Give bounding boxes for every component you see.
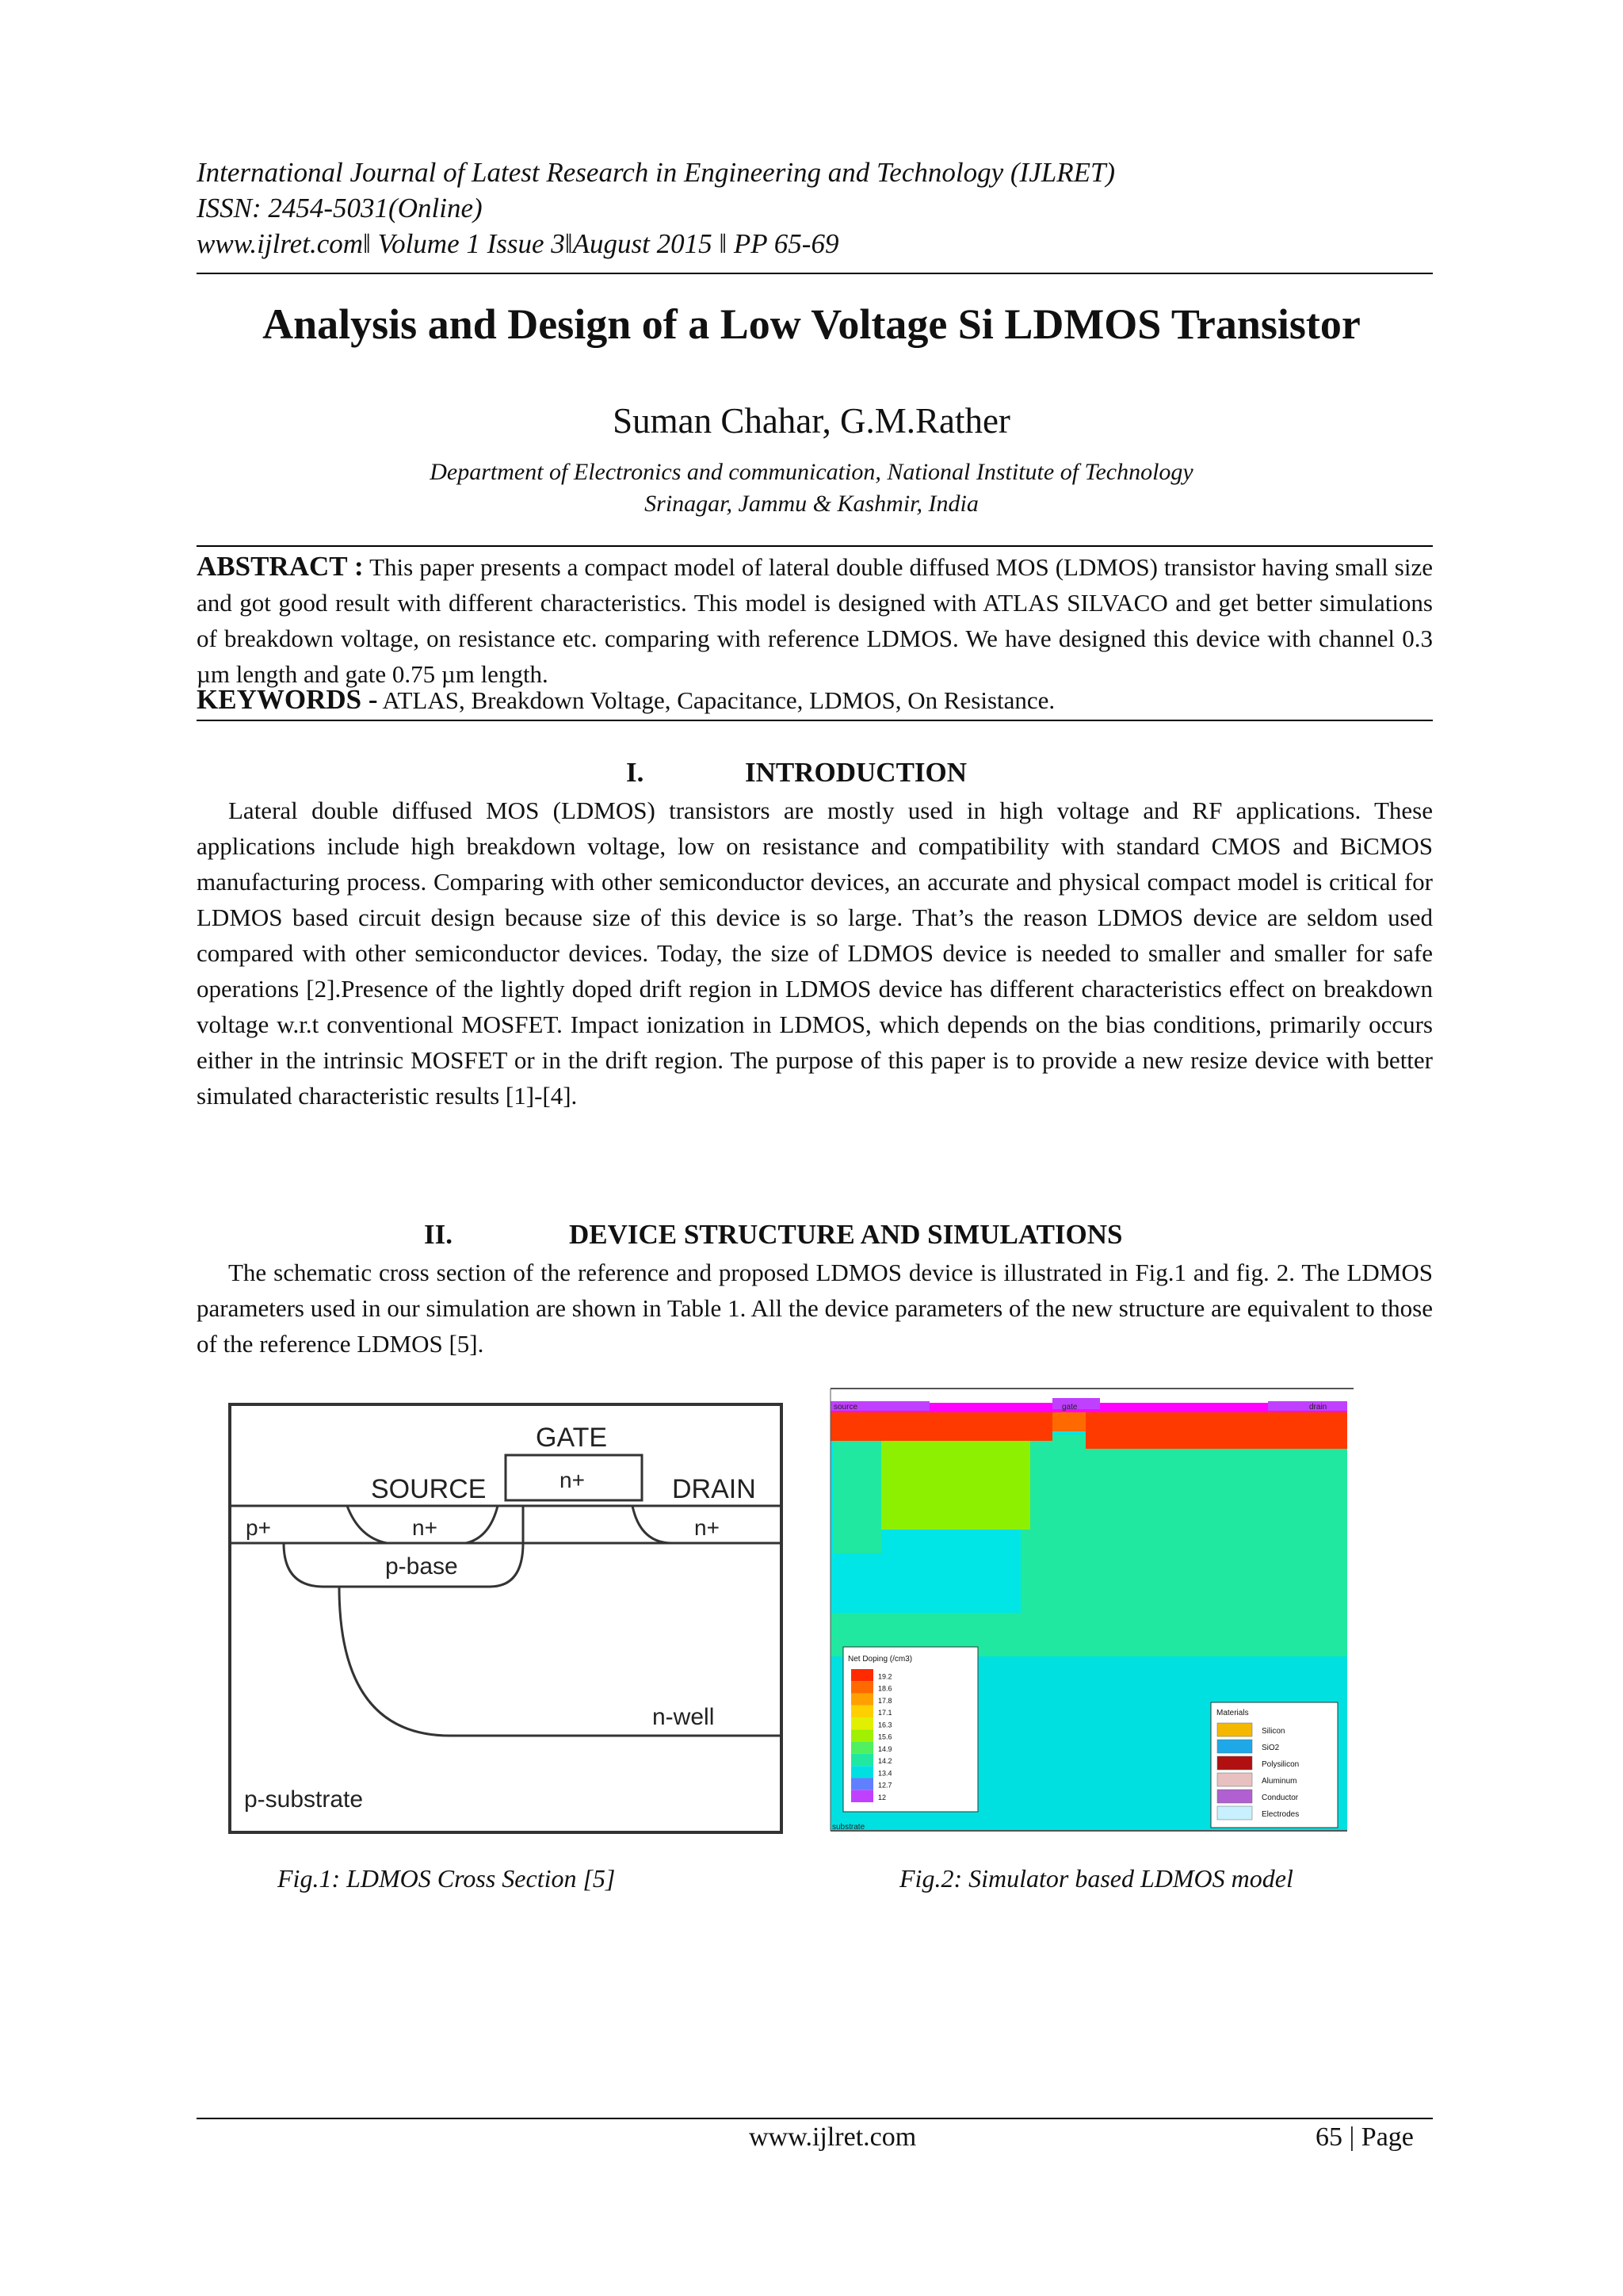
fig2-materials-legend	[1211, 1702, 1338, 1828]
doping-value: 16.3	[878, 1721, 892, 1729]
doping-value: 17.8	[878, 1696, 892, 1705]
doping-value: 18.6	[878, 1684, 892, 1693]
fig1-p-substrate: p-substrate	[244, 1786, 364, 1813]
fig1-n-well: n-well	[652, 1704, 715, 1730]
material-name: SiO2	[1262, 1744, 1280, 1752]
fig1-gate-label: GATE	[536, 1423, 608, 1453]
abstract-bottom-rule	[197, 720, 1433, 721]
section-2-text: The schematic cross section of the reference and proposed LDMOS device is illustrated in Fig.1 and fig. 2. The LDMOS parameters used in our simulation are shown in Table 1. All the device parameters of the new structure are equivalent to those of the reference LDMOS [5].	[197, 1259, 1433, 1358]
material-name: Aluminum	[1262, 1777, 1297, 1786]
fig1-p-plus: p+	[246, 1515, 271, 1540]
material-swatch	[1217, 1756, 1252, 1770]
material-name: Conductor	[1262, 1794, 1299, 1802]
doping-swatch	[851, 1706, 873, 1717]
fig1-cross-section	[228, 1403, 783, 1835]
abstract-top-rule	[197, 545, 1433, 547]
keywords-text: ATLAS, Breakdown Voltage, Capacitance, LDMOS, On Resistance.	[382, 686, 1056, 714]
doping-value: 15.6	[878, 1733, 892, 1741]
fig2-doping-legend	[843, 1647, 978, 1812]
doping-value: 12	[878, 1794, 887, 1801]
footer-url: www.ijlret.com	[749, 2122, 917, 2152]
fig1-source-label: SOURCE	[371, 1474, 487, 1504]
doping-value: 14.9	[878, 1744, 892, 1753]
fig1-drain-label: DRAIN	[672, 1474, 756, 1504]
doping-swatch	[851, 1694, 873, 1706]
section-2-title: DEVICE STRUCTURE AND SIMULATIONS	[569, 1219, 1123, 1250]
volume-info: www.ijlret.com‖ Volume 1 Issue 3‖August 2015 ‖ PP 65-69	[197, 228, 839, 259]
doping-swatch	[851, 1778, 873, 1790]
header-rule	[197, 273, 1433, 274]
material-name: Silicon	[1262, 1727, 1285, 1736]
abstract	[197, 548, 1433, 692]
fig2-caption: Fig.2: Simulator based LDMOS model	[899, 1864, 1293, 1893]
materials-legend-title: Materials	[1216, 1709, 1249, 1717]
section-1-title: INTRODUCTION	[745, 757, 968, 788]
material-swatch	[1217, 1740, 1252, 1753]
footer-rule	[197, 2118, 1433, 2119]
fig1-source-n: n+	[412, 1515, 437, 1540]
section-2-number: II.	[424, 1219, 453, 1250]
affiliation-line-2: Srinagar, Jammu & Kashmir, India	[644, 491, 979, 517]
fig2-drain-label: drain	[1309, 1403, 1327, 1412]
doping-swatch	[851, 1790, 873, 1802]
doping-value: 12.7	[878, 1781, 892, 1790]
fig2-simulation	[824, 1387, 1354, 1839]
paper-title: Analysis and Design of a Low Voltage Si LDMOS Transistor	[262, 300, 1361, 348]
fig1-caption: Fig.1: LDMOS Cross Section [5]	[277, 1864, 616, 1893]
doping-swatch	[851, 1742, 873, 1754]
doping-value: 17.1	[878, 1709, 892, 1717]
keywords-label: KEYWORDS -	[197, 684, 378, 715]
authors: Suman Chahar, G.M.Rather	[613, 401, 1010, 441]
material-swatch	[1217, 1806, 1252, 1820]
section-1-text: Lateral double diffused MOS (LDMOS) transistors are mostly used in high voltage and RF applications. These applications include high breakdown voltage, low on resistance and compatibility with standard CMOS and BiCMOS manufacturing process. Comparing with other semiconductor devices, an accurate and physical compact model is critical for LDMOS based circuit design because size of this device is so large. That’s the reason LDMOS device are seldom used compared with other semiconductor devices. Today, the size of LDMOS device is needed to smaller and smaller for safe operations [2].Presence of the lightly doped drift region in LDMOS device has different characteristics effect on breakdown voltage w.r.t conventional MOSFET. Impact ionization in LDMOS, which depends on the bias conditions, primarily occurs either in the intrinsic MOSFET or in the drift region. The purpose of this paper is to provide a new resize device with better simulated characteristic results [1]-[4].	[197, 797, 1433, 1110]
fig1-gate-n: n+	[559, 1468, 585, 1492]
doping-legend-title: Net Doping (/cm3)	[848, 1655, 913, 1664]
journal-name: International Journal of Latest Research in Engineering and Technology (IJLRET)	[197, 157, 1116, 188]
doping-value: 19.2	[878, 1672, 892, 1681]
abstract-label: ABSTRACT :	[197, 551, 364, 582]
abstract-text: This paper presents a compact model of lateral double diffused MOS (LDMOS) transistor having small size and got good result with different characteristics. This model is designed with ATLAS SILVACO and get better simulations of breakdown voltage, on resistance etc. comparing with reference LDMOS. We have designed this device with channel 0.3 µm length and gate 0.75 µm length.	[197, 553, 1433, 688]
issn: ISSN: 2454-5031(Online)	[197, 193, 483, 223]
doping-swatch	[851, 1766, 873, 1778]
doping-swatch	[851, 1681, 873, 1693]
fig2-substrate-label: substrate	[832, 1823, 865, 1832]
affiliation-line-1: Department of Electronics and communication, National Institute of Technology	[430, 459, 1193, 485]
doping-swatch	[851, 1754, 873, 1766]
material-name: Polysilicon	[1262, 1760, 1300, 1769]
footer-page: 65 | Page	[1316, 2122, 1414, 2152]
doping-swatch	[851, 1669, 873, 1681]
material-swatch	[1217, 1723, 1252, 1736]
doping-value: 13.4	[878, 1769, 892, 1778]
material-swatch	[1217, 1773, 1252, 1786]
section-1-number: I.	[626, 757, 644, 788]
doping-value: 14.2	[878, 1757, 892, 1766]
fig2-gate-label: gate	[1062, 1403, 1078, 1412]
doping-swatch	[851, 1729, 873, 1741]
keywords	[197, 682, 1433, 718]
material-name: Electrodes	[1262, 1810, 1300, 1819]
fig2-source-label: source	[834, 1403, 858, 1412]
doping-swatch	[851, 1717, 873, 1729]
fig1-drain-n: n+	[694, 1515, 720, 1540]
fig1-p-base: p-base	[385, 1553, 458, 1580]
material-swatch	[1217, 1790, 1252, 1803]
